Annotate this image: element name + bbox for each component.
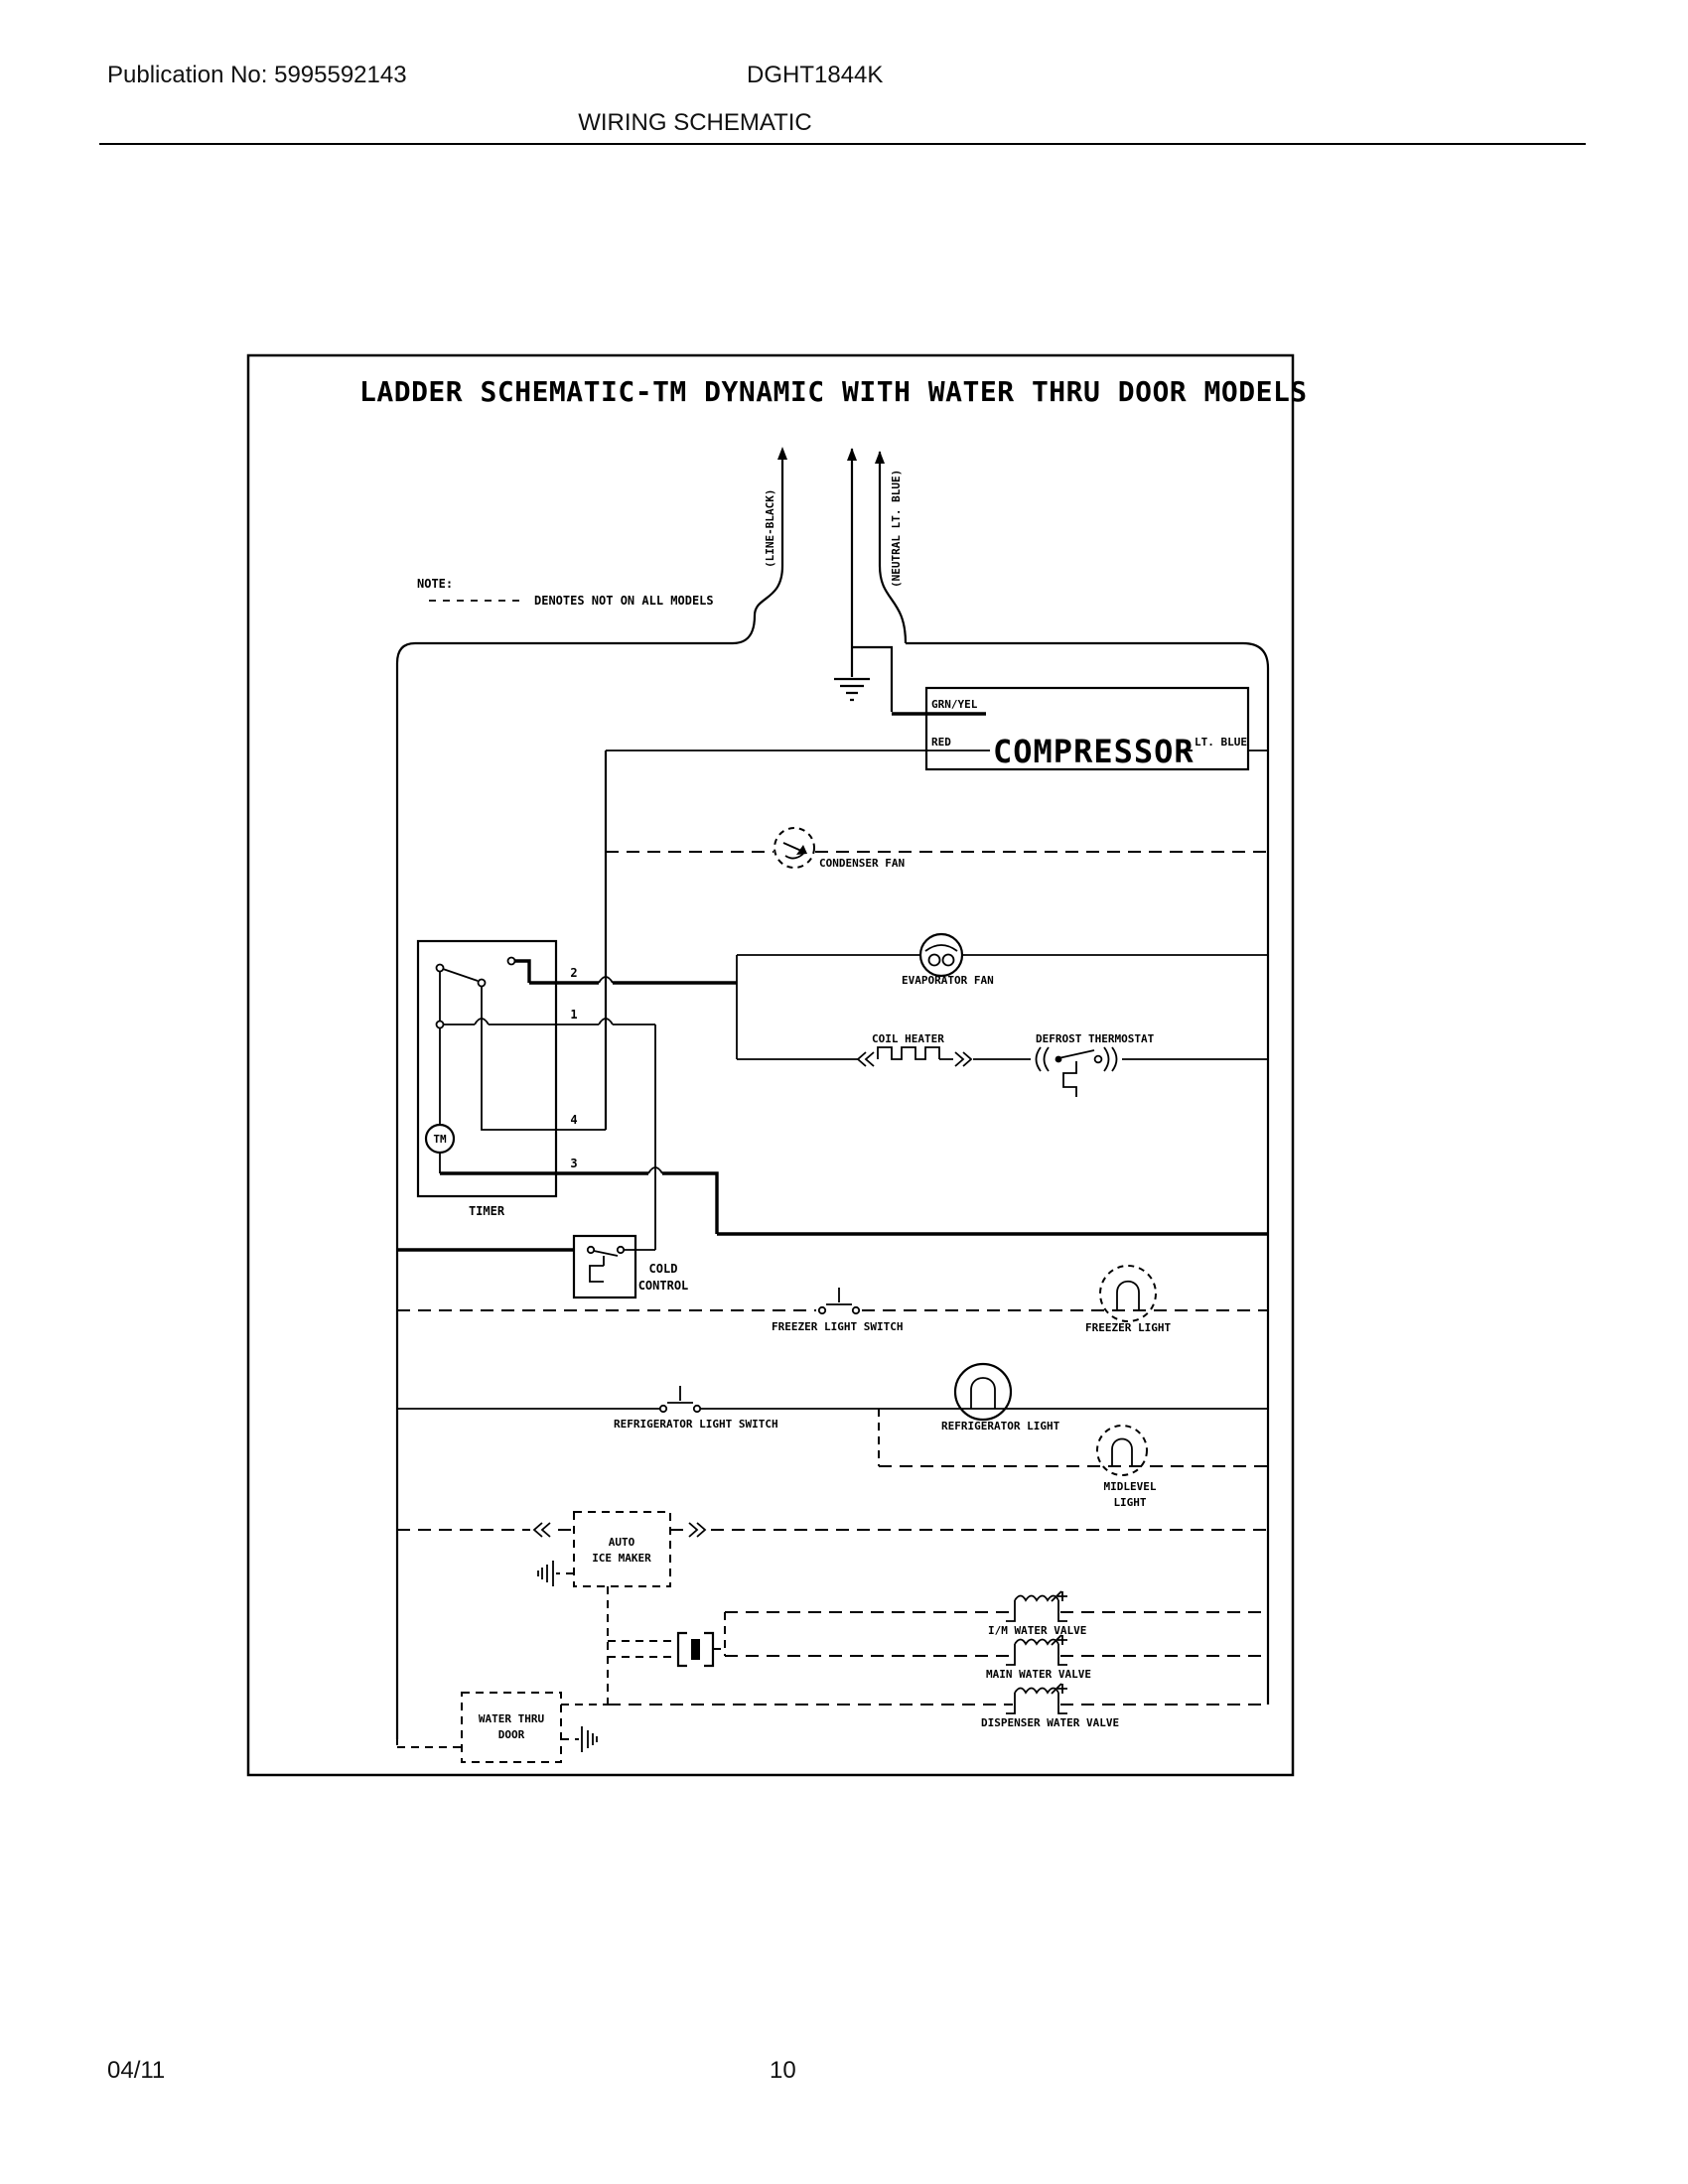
main-water-valve <box>725 1635 1268 1681</box>
solenoid-valve-icon <box>1006 1591 1067 1621</box>
defrost-thermostat <box>1036 1032 1268 1097</box>
model-number: DGHT1844K <box>747 62 884 88</box>
ground-icon <box>538 1561 553 1586</box>
im-water-valve <box>725 1591 1268 1637</box>
timer-label: TIMER <box>468 1204 505 1218</box>
power-entry <box>733 447 906 712</box>
terminal-3: 3 <box>570 1157 578 1170</box>
terminal-4: 4 <box>570 1113 578 1127</box>
midlevel-light-label-2: LIGHT <box>1113 1496 1147 1509</box>
connector-chevron-icon <box>858 1052 874 1066</box>
freezer-light-label: FREEZER LIGHT <box>1085 1321 1172 1334</box>
ground-icon <box>834 679 870 700</box>
contact-icon <box>508 958 515 965</box>
lamp-icon <box>1100 1266 1156 1321</box>
note-text: DENOTES NOT ON ALL MODELS <box>534 594 714 608</box>
wiring-lines <box>440 751 1268 1250</box>
ice-maker-box <box>574 1512 670 1586</box>
footer-date: 04/11 <box>107 2057 166 2084</box>
solenoid-valve-icon <box>1006 1684 1067 1713</box>
refrigerator-light-switch <box>397 1386 1268 1431</box>
timer-motor-label: TM <box>433 1133 447 1146</box>
arrow-up-icon <box>777 447 787 460</box>
midlevel-light-label-1: MIDLEVEL <box>1103 1480 1157 1493</box>
cold-control <box>397 1236 688 1297</box>
auto-ice-maker <box>397 1512 1268 1586</box>
switch-icon <box>667 1386 693 1403</box>
main-water-valve-label: MAIN WATER VALVE <box>986 1668 1091 1681</box>
compressor-right-wire-label: LT. BLUE <box>1195 736 1247 749</box>
defrost-thermostat-label: DEFROST THERMOSTAT <box>1036 1032 1155 1045</box>
contact-icon <box>479 980 486 987</box>
contact-icon <box>853 1307 859 1313</box>
compressor-label: COMPRESSOR <box>993 733 1195 770</box>
refrigerator-light-switch-label: REFRIGERATOR LIGHT SWITCH <box>614 1418 778 1431</box>
coil-heater-label: COIL HEATER <box>872 1032 944 1045</box>
contact-icon <box>437 965 444 972</box>
contact-icon <box>437 1022 444 1028</box>
midlevel-light <box>879 1409 1268 1509</box>
lamp-icon <box>955 1364 1011 1420</box>
line-black-label: (LINE-BLACK) <box>764 488 776 568</box>
compressor-top-wire-label: GRN/YEL <box>931 698 978 711</box>
condenser-fan <box>606 828 1268 870</box>
dispenser-water-valve <box>608 1684 1268 1729</box>
evaporator-fan <box>737 934 1268 987</box>
ground-icon <box>582 1726 597 1752</box>
coil-heater <box>737 1032 1031 1066</box>
page-title: WIRING SCHEMATIC <box>578 109 812 136</box>
compressor-box <box>606 688 1268 770</box>
terminal-2: 2 <box>570 966 578 980</box>
contact-icon <box>819 1307 825 1313</box>
heater-element-icon <box>878 1047 939 1059</box>
contact-icon <box>694 1406 700 1412</box>
footer-page-number: 10 <box>770 2057 796 2084</box>
freezer-light-switch-label: FREEZER LIGHT SWITCH <box>772 1320 904 1333</box>
contact-icon <box>588 1247 594 1253</box>
im-water-valve-label: I/M WATER VALVE <box>988 1624 1087 1637</box>
connector-chevron-icon <box>534 1523 550 1537</box>
cold-control-label-2: CONTROL <box>637 1279 689 1293</box>
fan-motor-icon <box>920 934 962 976</box>
arrow-up-icon <box>847 448 857 461</box>
schematic-title: LADDER SCHEMATIC-TM DYNAMIC WITH WATER THRU DOOR MODELS <box>359 375 1308 408</box>
contact-icon <box>618 1247 624 1253</box>
refrigerator-light <box>941 1364 1060 1433</box>
publication-number: Publication No: 5995592143 <box>107 62 407 88</box>
cold-control-label-1: COLD <box>648 1262 678 1276</box>
note-legend <box>417 577 714 608</box>
note-label: NOTE: <box>417 577 454 591</box>
connector-paren-icon <box>1104 1047 1117 1071</box>
solenoid-valve-icon <box>1006 1635 1067 1665</box>
harness-connector <box>608 1586 725 1705</box>
water-thru-door-label-2: DOOR <box>497 1728 525 1741</box>
thermostat-sensor-icon <box>590 1256 604 1282</box>
auto-ice-maker-label-2: ICE MAKER <box>592 1552 651 1565</box>
water-thru-door-box <box>462 1693 561 1762</box>
compressor-left-wire-label: RED <box>931 736 951 749</box>
water-thru-door-label-1: WATER THRU <box>478 1712 545 1725</box>
lamp-icon <box>1097 1426 1147 1475</box>
connector-icon <box>678 1633 713 1666</box>
evaporator-fan-label: EVAPORATOR FAN <box>902 974 994 987</box>
water-thru-door <box>397 1693 608 1762</box>
connector-paren-icon <box>1037 1047 1050 1071</box>
thermostat-sensor-icon <box>1063 1061 1076 1097</box>
refrigerator-light-label: REFRIGERATOR LIGHT <box>941 1420 1060 1433</box>
terminal-1: 1 <box>570 1008 578 1022</box>
ladder-rails <box>397 643 1268 1739</box>
connector-chevron-icon <box>689 1523 705 1537</box>
neutral-lt-blue-label: (NEUTRAL LT. BLUE) <box>890 469 903 588</box>
switch-icon <box>826 1288 852 1304</box>
freezer-light <box>1085 1266 1171 1334</box>
condenser-fan-label: CONDENSER FAN <box>819 857 906 870</box>
arrow-up-icon <box>875 451 885 464</box>
dispenser-water-valve-label: DISPENSER WATER VALVE <box>981 1716 1120 1729</box>
connector-chevron-icon <box>955 1052 971 1066</box>
contact-icon <box>660 1406 666 1412</box>
auto-ice-maker-label-1: AUTO <box>608 1536 635 1549</box>
